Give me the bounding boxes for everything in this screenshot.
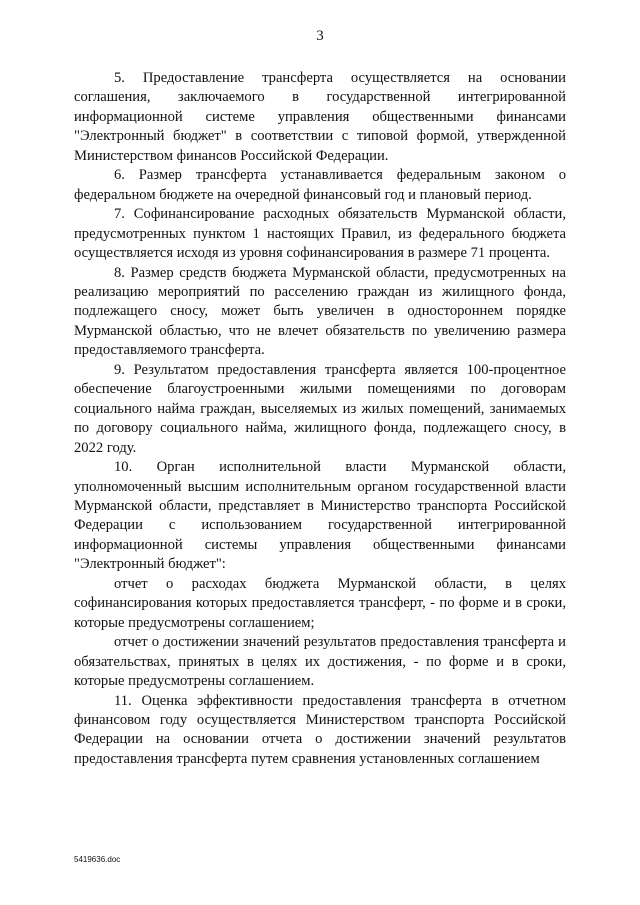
paragraph-6: 6. Размер трансферта устанавливается федеральным законом о федеральном бюджете на очередной финансовый год и плановый период. (74, 167, 566, 203)
paragraph-5: 5. Предоставление трансферта осуществляется на основании соглашения, заключаемого в государственной интегрированной информационной системе управления общественными финансами "Электронный бюджет" в соответствии с типовой формой, утвержденной Министерством финансов Российской Федерации. (74, 70, 566, 164)
document-body (74, 69, 566, 769)
paragraph-8: 8. Размер средств бюджета Мурманской области, предусмотренных на реализацию мероприятий по расселению граждан из жилищного фонда, подлежащего сносу, может быть увеличен в одностороннем порядке Мурманской областью, что не влечет обязательств по увеличению размера предоставляемого трансферта. (74, 264, 566, 359)
paragraph-9: 9. Результатом предоставления трансферта является 100-процентное обеспечение благоустроенными жилыми помещениями по договорам социального найма граждан, выселяемых из жилых помещений, занимаемых по договору социального найма, жилищного фонда, подлежащего сносу, в 2022 году. (74, 361, 566, 456)
page-number: 3 (316, 28, 324, 44)
paragraph-7: 7. Софинансирование расходных обязательств Мурманской области, предусмотренных пунктом 1 настоящих Правил, из федерального бюджета осуществляется исходя из уровня софинансирования в размере 71 процента. (74, 206, 566, 262)
paragraph-10-item-2: отчет о достижении значений результатов предоставления трансферта и обязательствах, принятых в целях их достижения, - по форме и в сроки, которые предусмотрены соглашением. (74, 634, 566, 690)
paragraph-10-item-1: отчет о расходах бюджета Мурманской области, в целях софинансирования которых предоставляется трансферт, - по форме и в сроки, которые предусмотрены соглашением; (74, 575, 566, 631)
paragraph-10: 10. Орган исполнительной власти Мурманской области, уполномоченный высшим исполнительным органом государственной власти Мурманской области, представляет в Министерство транспорта Российской Федерации с использованием государственной интегрированной информационной системы управления общественными финансами "Электронный бюджет": (74, 459, 566, 573)
paragraph-11: 11. Оценка эффективности предоставления трансферта в отчетном финансовом году осуществляется Министерством транспорта Российской Федерации на основании отчета о достижении значений результатов предоставления трансферта путем сравнения установленных соглашением (74, 692, 566, 767)
footer-filename: 5419636.doc (74, 855, 121, 864)
